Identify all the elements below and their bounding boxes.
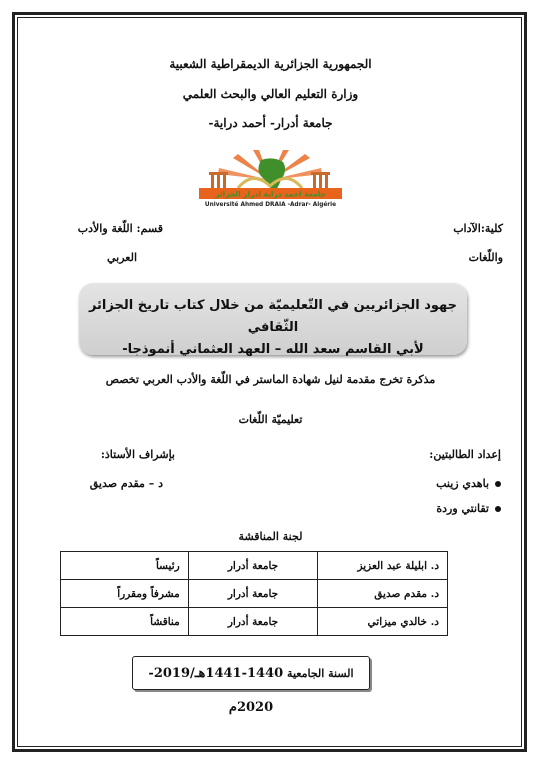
student-item — [436, 502, 501, 515]
bullet-icon — [495, 506, 501, 512]
academic-year-value: 1440-1441هـ/2019-2020م — [148, 666, 284, 715]
table-row — [61, 552, 448, 580]
table-row — [61, 608, 448, 636]
students-label: إعداد الطالبتين: — [429, 448, 501, 461]
committee-member-university: جامعة أدرار — [188, 580, 318, 608]
university-logo — [193, 150, 348, 208]
committee-title: لجنة المناقشة — [238, 530, 303, 543]
logo-french-name: Université Ahmed DRAIA -Adrar- Algérie — [204, 202, 337, 208]
logo-arabic-name: جامعة احمد دراية ادرار الجزائر — [215, 189, 326, 199]
department-label-cont: العربي — [106, 251, 137, 264]
thesis-subtitle-line1: مذكرة تخرج مقدمة لنيل شهادة الماستر في اللّغة والأدب العربي تخصص — [105, 373, 436, 386]
supervisor-label: بإشراف الأستاذ: — [100, 448, 175, 461]
college-label: كلية:الآداب — [453, 222, 503, 235]
committee-member-name: د. خالدي ميزاتي — [318, 608, 448, 636]
thesis-title-line1: جهود الجزائريين في التّعليميّة من خلال كتاب تاريخ الجزائر الثّقافي — [88, 298, 458, 335]
academic-year-label: السنة الجامعية — [287, 667, 354, 680]
thesis-title-box — [79, 283, 467, 355]
student-name: باهدي زينب — [436, 477, 489, 490]
committee-member-university: جامعة أدرار — [188, 552, 318, 580]
committee-member-role: مشرفاً ومقرراً — [61, 580, 189, 608]
committee-member-name: د. مقدم صديق — [318, 580, 448, 608]
header-university: جامعة أدرار- أحمد دراية- — [208, 116, 333, 130]
committee-member-name: د. ابليلة عبد العزيز — [318, 552, 448, 580]
department-label: قسم: اللّغة والأدب — [77, 222, 163, 235]
table-row — [61, 580, 448, 608]
header-republic: الجمهورية الجزائرية الديمقراطية الشعبية — [169, 57, 372, 71]
committee-member-role: مناقشاً — [61, 608, 189, 636]
academic-year-box — [132, 656, 370, 715]
bullet-icon — [495, 481, 501, 487]
committee-member-university: جامعة أدرار — [188, 608, 318, 636]
supervisor-name: د – مقدم صديق — [89, 477, 163, 490]
committee-member-role: رئيساً — [61, 552, 189, 580]
thesis-title-line2: لأبي القاسم سعد الله – العهد العثماني أنموذجا- — [122, 342, 424, 357]
college-label-cont: واللّغات — [468, 251, 503, 264]
header-ministry: وزارة التعليم العالي والبحث العلمي — [182, 87, 359, 101]
student-item — [436, 477, 501, 490]
thesis-subtitle-line2: تعليميّة اللّغات — [238, 413, 303, 426]
committee-table — [60, 551, 448, 636]
student-name: تقانتي وردة — [436, 502, 489, 515]
